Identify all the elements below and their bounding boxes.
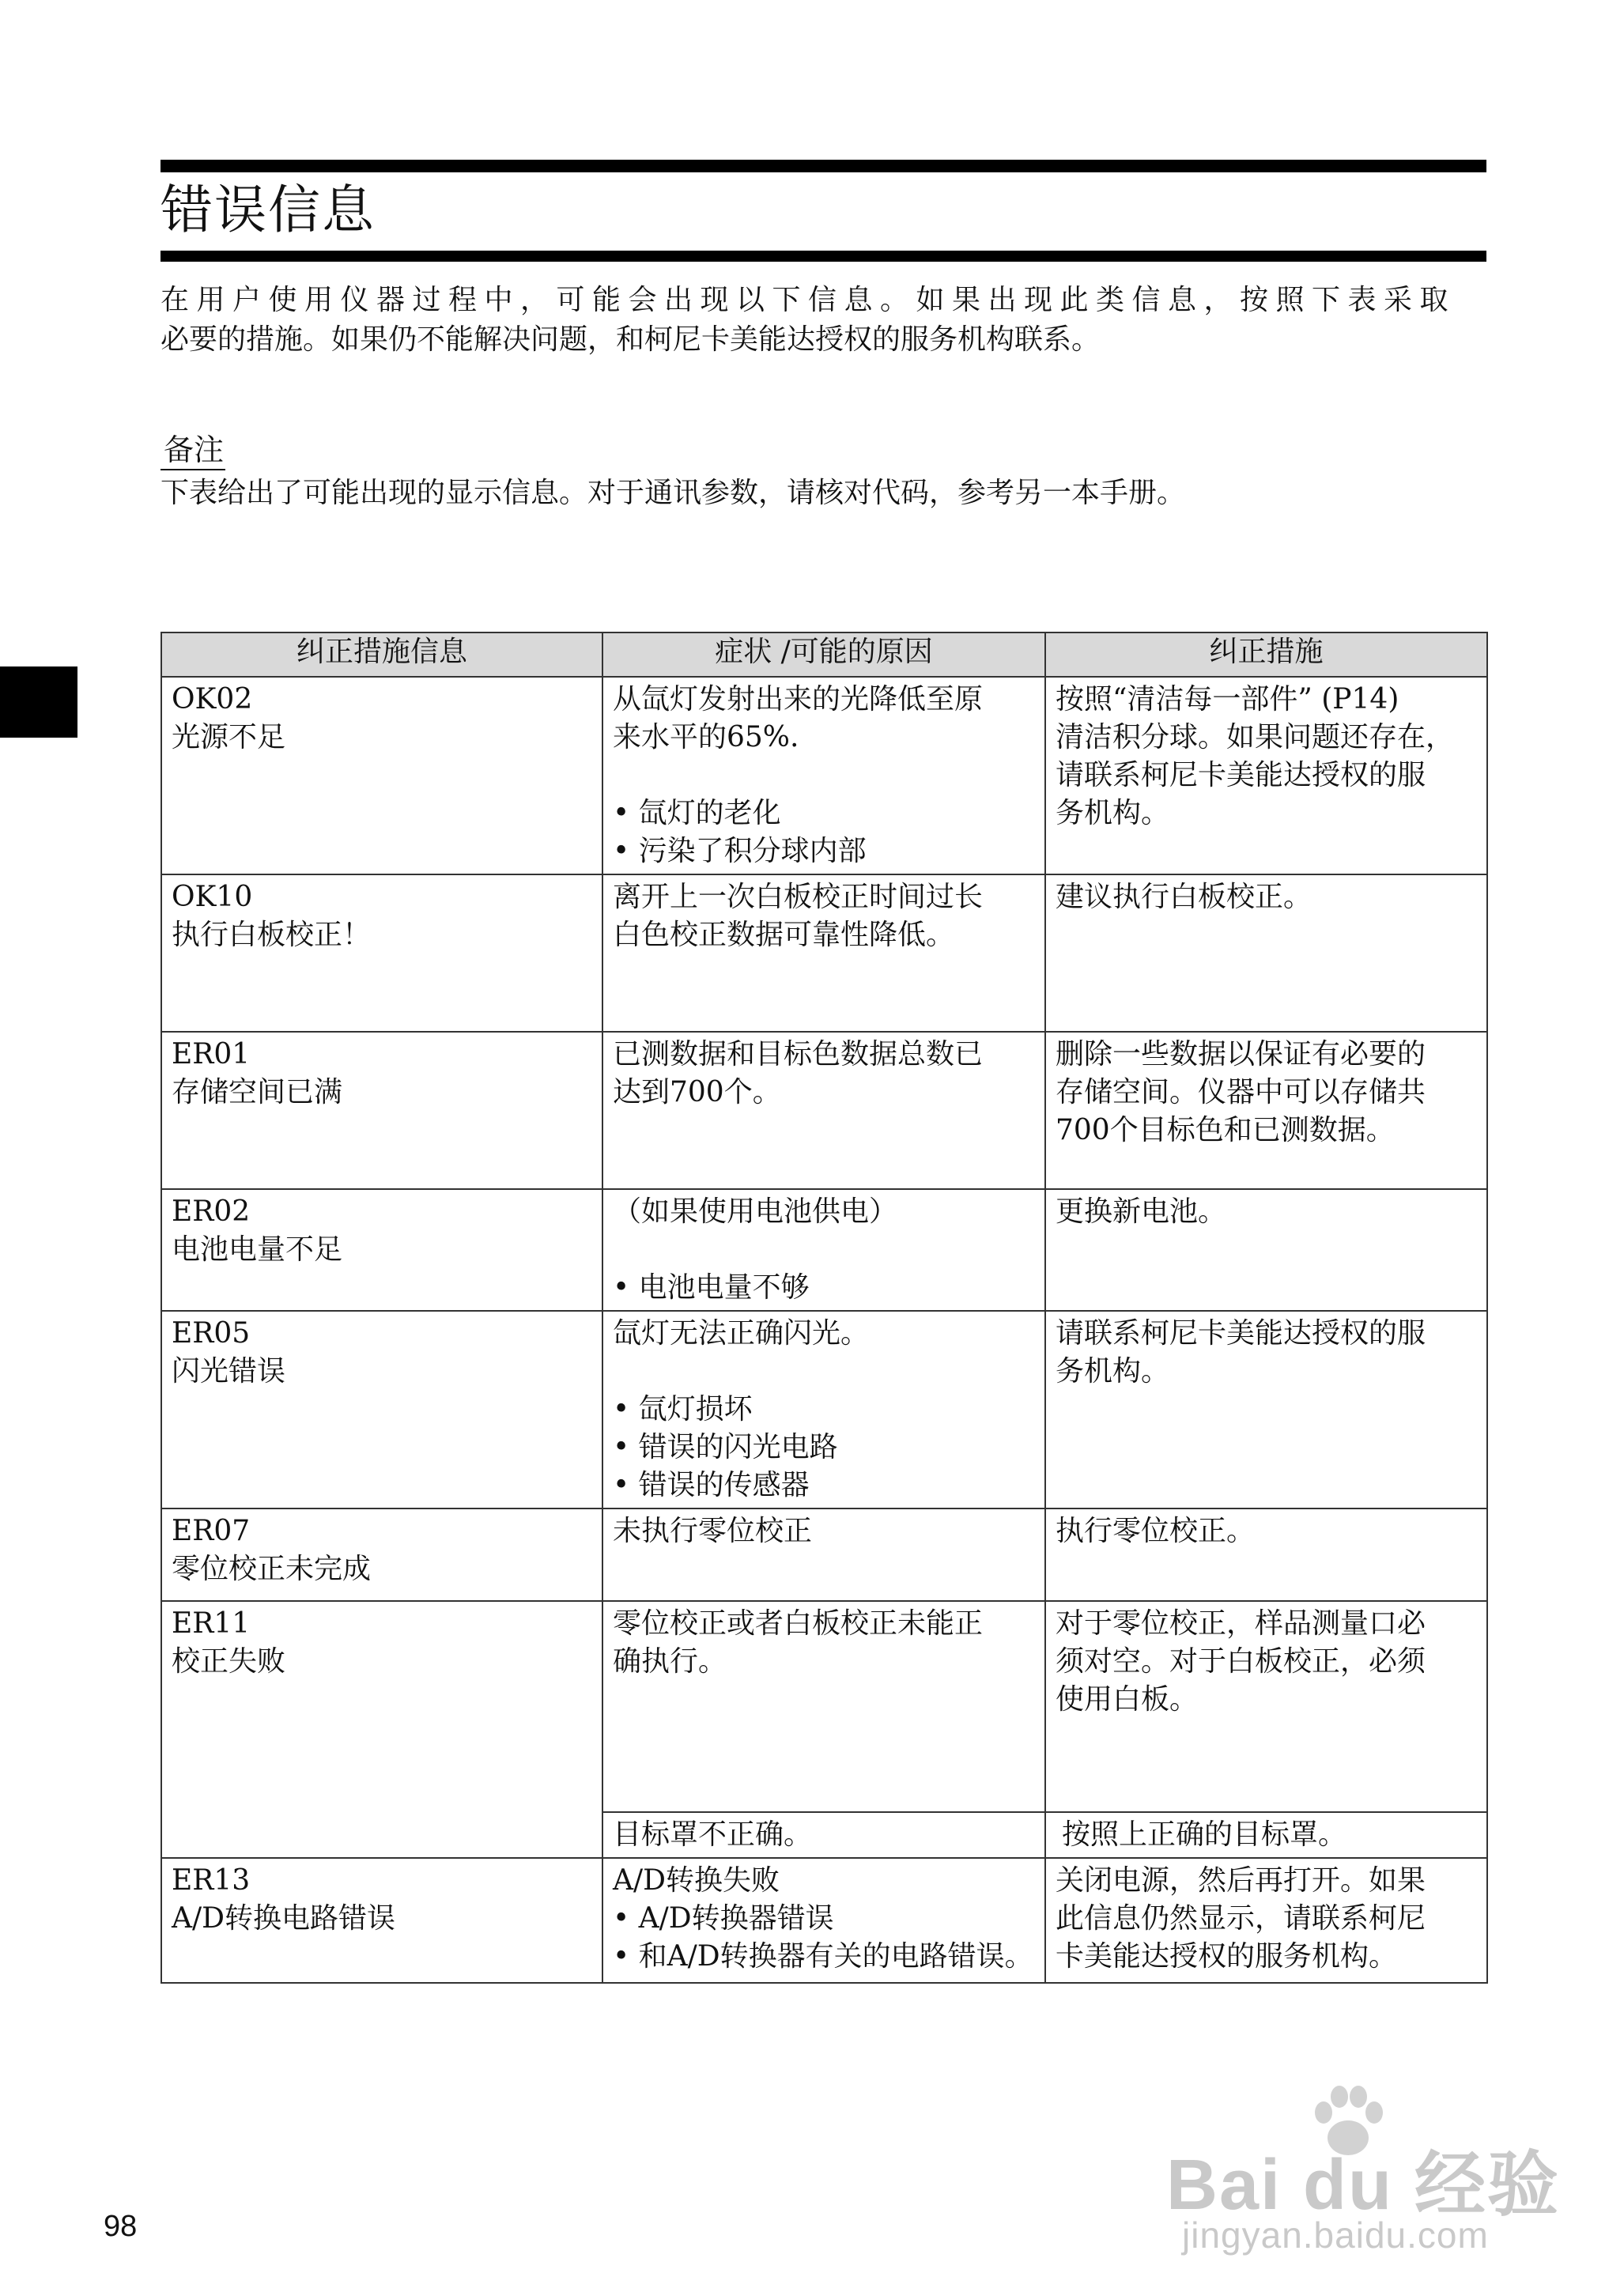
action-line: 须对空。对于白板校正，必须 (1056, 1645, 1426, 1678)
cause-cell (602, 874, 1045, 1032)
cause-line: 从氙灯发射出来的光降低至原 (613, 683, 984, 716)
action-cell (1045, 1858, 1487, 1983)
cause-line: • 氙灯损坏 (613, 1393, 753, 1425)
error-code: ER05 (172, 1317, 251, 1350)
cause-line: 零位校正或者白板校正未能正 (613, 1607, 984, 1640)
cause-line: （如果使用电池供电） (613, 1195, 898, 1228)
sub-action-cell: 按照上正确的目标罩。 (1045, 1812, 1487, 1858)
title-rule-bottom (161, 251, 1486, 262)
error-message: 光源不足 (172, 721, 286, 753)
cause-spacer (613, 757, 1037, 795)
action-cell (1045, 677, 1487, 874)
error-message: 执行白板校正！ (172, 919, 372, 951)
intro-line-2: 必要的措施。如果仍不能解决问题，和柯尼卡美能达授权的服务机构联系。 (161, 323, 1101, 356)
action-cell (1045, 1189, 1487, 1311)
action-line: 请联系柯尼卡美能达授权的服 (1056, 1317, 1426, 1350)
action-line: 删除一些数据以保证有必要的 (1056, 1038, 1426, 1070)
action-line: 卡美能达授权的服务机构。 (1056, 1940, 1398, 1973)
table-row (161, 1508, 1487, 1601)
cause-cell (602, 1311, 1045, 1508)
action-line: 关闭电源，然后再打开。如果 (1056, 1864, 1426, 1897)
action-line: 务机构。 (1056, 797, 1170, 829)
cause-line: A/D转换失败 (613, 1864, 780, 1897)
cause-spacer (613, 1353, 1037, 1391)
header-message: 纠正措施信息 (161, 632, 602, 677)
cause-line: • A/D转换器错误 (613, 1902, 834, 1935)
error-message: 闪光错误 (172, 1355, 286, 1388)
cause-line: 氙灯无法正确闪光。 (613, 1317, 870, 1350)
error-message: 校正失败 (172, 1645, 286, 1678)
cause-cell (602, 1032, 1045, 1189)
action-line: 务机构。 (1056, 1355, 1170, 1388)
header-cause: 症状 /可能的原因 (602, 632, 1045, 677)
cause-line: • 和A/D转换器有关的电路错误。 (613, 1940, 1033, 1973)
error-code: OK02 (172, 683, 253, 716)
message-cell (161, 1189, 602, 1311)
action-line: 清洁积分球。如果问题还存在， (1056, 721, 1455, 753)
action-line: 此信息仍然显示，请联系柯尼 (1056, 1902, 1426, 1935)
watermark-logo (1166, 2079, 1577, 2261)
table-row (161, 1032, 1487, 1189)
table-row (161, 677, 1487, 874)
action-line: 按照“清洁每一部件” (P14) (1056, 683, 1399, 716)
action-line: 请联系柯尼卡美能达授权的服 (1056, 759, 1426, 791)
error-message: 零位校正未完成 (172, 1553, 372, 1585)
note-label-text: 备注 (161, 431, 225, 470)
page-number: 98 (104, 2210, 138, 2243)
error-code: ER07 (172, 1515, 251, 1547)
cause-cell (602, 1601, 1045, 1812)
table-row (161, 1601, 1487, 1812)
error-code: ER02 (172, 1195, 251, 1228)
table-header-row (161, 632, 1487, 677)
table-row (161, 874, 1487, 1032)
message-cell (161, 677, 602, 874)
cause-line: • 污染了积分球内部 (613, 835, 867, 867)
cause-line: • 电池电量不够 (613, 1271, 810, 1304)
intro-line-1: 在用户使用仪器过程中，可能会出现以下信息。如果出现此类信息，按照下表采取 (161, 284, 1456, 316)
cause-line: 达到700个。 (613, 1076, 781, 1108)
cause-line: 白色校正数据可靠性降低。 (613, 919, 955, 951)
table-body (161, 677, 1487, 1983)
watermark-brand: Bai du 经验 (1166, 2146, 1561, 2225)
intro-paragraph (161, 281, 1486, 360)
cause-cell (602, 1508, 1045, 1601)
message-cell (161, 1508, 602, 1601)
action-line: 使用白板。 (1056, 1683, 1199, 1716)
action-line: 存储空间。仪器中可以存储共 (1056, 1076, 1426, 1108)
message-cell (161, 1858, 602, 1983)
action-cell (1045, 1311, 1487, 1508)
cause-line: 确执行。 (613, 1645, 727, 1678)
cause-line: • 错误的闪光电路 (613, 1431, 838, 1463)
action-cell (1045, 1601, 1487, 1812)
cause-cell (602, 1858, 1045, 1983)
error-code: OK10 (172, 881, 253, 913)
action-cell (1045, 1508, 1487, 1601)
action-line: 执行零位校正。 (1056, 1515, 1256, 1547)
table-row (161, 1858, 1487, 1983)
cause-line: 来水平的65%. (613, 721, 799, 753)
cause-spacer (613, 1231, 1037, 1269)
error-message: 存储空间已满 (172, 1076, 343, 1108)
cause-line: • 错误的传感器 (613, 1469, 810, 1501)
error-message-table (161, 632, 1488, 1984)
message-cell (161, 1032, 602, 1189)
table-row (161, 1189, 1487, 1311)
section-tab-marker (0, 666, 77, 738)
message-cell (161, 874, 602, 1032)
cause-cell (602, 1189, 1045, 1311)
action-line: 700个目标色和已测数据。 (1056, 1114, 1395, 1146)
action-cell (1045, 1032, 1487, 1189)
title-rule-top (161, 160, 1486, 172)
error-message: 电池电量不足 (172, 1233, 343, 1266)
note-text: 下表给出了可能出现的显示信息。对于通讯参数，请核对代码，参考另一本手册。 (161, 477, 1186, 509)
action-line: 对于零位校正，样品测量口必 (1056, 1607, 1426, 1640)
cause-line: 已测数据和目标色数据总数已 (613, 1038, 984, 1070)
page-title: 错误信息 (161, 179, 376, 240)
header-action: 纠正措施 (1045, 632, 1487, 677)
action-line: 更换新电池。 (1056, 1195, 1227, 1228)
cause-line: • 氙灯的老化 (613, 797, 781, 829)
error-code: ER13 (172, 1864, 251, 1897)
sub-cause-cell: 目标罩不正确。 (602, 1812, 1045, 1858)
cause-line: 离开上一次白板校正时间过长 (613, 881, 984, 913)
note-label (161, 431, 225, 470)
cause-line: 未执行零位校正 (613, 1515, 813, 1547)
error-code: ER11 (172, 1607, 251, 1640)
action-cell (1045, 874, 1487, 1032)
message-cell (161, 1601, 602, 1858)
action-line: 建议执行白板校正。 (1056, 881, 1312, 913)
watermark-url: jingyan.baidu.com (1182, 2215, 1489, 2256)
cause-cell (602, 677, 1045, 874)
error-code: ER01 (172, 1038, 251, 1070)
table-row (161, 1311, 1487, 1508)
error-message: A/D转换电路错误 (172, 1902, 395, 1935)
message-cell (161, 1311, 602, 1508)
